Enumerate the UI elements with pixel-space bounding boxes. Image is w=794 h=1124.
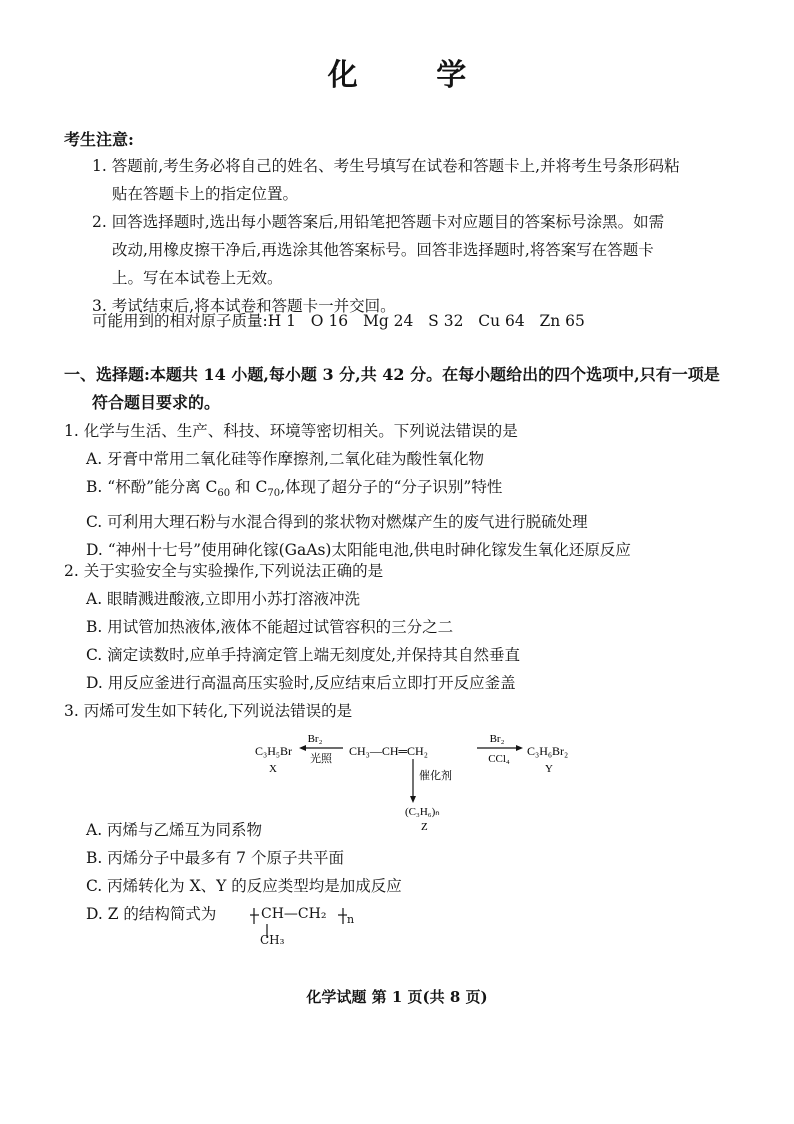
question-3-option-a: A. 丙烯与乙烯互为同系物 — [86, 821, 263, 839]
product-z-label: Z — [421, 821, 428, 833]
question-3-options — [64, 816, 776, 947]
polymer-n: n — [347, 913, 355, 926]
question-3-option-b: B. 丙烯分子中最多有 7 个原子共平面 — [86, 849, 344, 867]
question-2-option-d: D. 用反应釜进行高温高压实验时,反应结束后立即打开反应釜盖 — [86, 674, 516, 692]
question-2-option-a: A. 眼睛溅进酸液,立即用小苏打溶液冲洗 — [86, 590, 360, 608]
option-b-text-1: B. “杯酚”能分离 C — [86, 478, 218, 496]
question-1-stem: 1. 化学与生活、生产、科技、环境等密切相关。下列说法错误的是 — [64, 422, 518, 440]
notice-item-1-cont: 贴在答题卡上的指定位置。 — [112, 185, 299, 203]
question-2-option-b: B. 用试管加热液体,液体不能超过试管容积的三分之二 — [86, 618, 454, 636]
methyl-branch: CH₃ — [260, 933, 285, 947]
question-1-option-c: C. 可利用大理石粉与水混合得到的浆状物对燃煤产生的废气进行脱硫处理 — [86, 513, 588, 532]
notice-item-2-cont: 改动,用橡皮擦干净后,再选涂其他答案标号。回答非选择题时,将答案写在答题卡 — [112, 241, 654, 259]
section-heading — [64, 361, 776, 417]
product-x-formula: C₃H₅Br — [255, 744, 293, 758]
polypropylene-formula — [250, 900, 370, 947]
polymer-chain-text: CH—CH₂ — [261, 906, 327, 922]
left-reagent: Br₂ — [307, 733, 323, 745]
product-y-label: Y — [545, 763, 553, 775]
question-2-option-c: C. 滴定读数时,应单手持滴定管上端无刻度处,并保持其自然垂直 — [86, 646, 521, 664]
product-x-label: X — [269, 763, 277, 775]
question-3-option-d — [64, 900, 776, 947]
product-y-formula: C₃H₆Br₂ — [527, 744, 569, 758]
question-1-option-a: A. 牙膏中常用二氧化硅等作摩擦剂,二氧化硅为酸性氧化物 — [86, 450, 484, 468]
page-title: 化 学 — [327, 58, 501, 93]
right-reagent: Br₂ — [489, 733, 505, 745]
question-1 — [64, 417, 776, 564]
section-heading-line2: 符合题目要求的。 — [92, 393, 221, 412]
question-2-stem: 2. 关于实验安全与实验操作,下列说法正确的是 — [64, 562, 384, 580]
reaction-scheme-svg — [255, 725, 615, 833]
propene-reaction-scheme — [255, 725, 615, 833]
notice-item-2: 2. 回答选择题时,选出每小题答案后,用铅笔把答题卡对应题目的答案标号涂黑。如需 — [92, 213, 665, 231]
down-arrow-head — [410, 796, 416, 803]
c60-subscript: 60 — [217, 488, 231, 500]
question-3-stem: 3. 丙烯可发生如下转化,下列说法错误的是 — [64, 702, 353, 720]
page-footer: 化学试题 第 1 页(共 8 页) — [306, 988, 488, 1006]
right-condition: CCl₄ — [488, 753, 510, 765]
left-condition: 光照 — [310, 753, 332, 765]
notice-block — [64, 152, 776, 320]
product-z-formula: (C₃H₆)ₙ — [405, 806, 440, 818]
question-3-option-c: C. 丙烯转化为 X、Y 的反应类型均是加成反应 — [86, 877, 402, 895]
section-heading-line1: 一、选择题:本题共 14 小题,每小题 3 分,共 42 分。在每小题给出的四个选项中,只有一项是 — [64, 365, 720, 384]
notice-heading: 考生注意: — [64, 130, 134, 149]
question-2 — [64, 557, 776, 697]
atomic-masses: 可能用到的相对原子质量:H 1 O 16 Mg 24 S 32 Cu 64 Zn 65 — [92, 312, 585, 330]
notice-item-3: 3. 考试结束后,将本试卷和答题卡一并交回。 — [92, 297, 396, 315]
left-arrow-head — [299, 745, 306, 751]
notice-item-1: 1. 答题前,考生务必将自己的姓名、考生号填写在试卷和答题卡上,并将考生号条形码粘 — [92, 157, 680, 175]
question-1-option-b — [64, 473, 776, 508]
option-b-text-2: 和 C — [230, 478, 268, 496]
option-d-prefix: D. Z 的结构简式为 — [86, 905, 217, 923]
right-arrow-head — [516, 745, 523, 751]
option-b-text-3: ,体现了超分子的“分子识别”特性 — [280, 478, 503, 496]
notice-item-2-cont2: 上。写在本试卷上无效。 — [112, 269, 283, 287]
down-condition: 催化剂 — [419, 770, 452, 782]
question-1-option-d: D. “神州十七号”使用砷化镓(GaAs)太阳能电池,供电时砷化镓发生氧化还原反应 — [86, 541, 631, 560]
c70-subscript: 70 — [267, 488, 281, 500]
propene-formula: CH₃—CH═CH₂ — [349, 744, 428, 758]
